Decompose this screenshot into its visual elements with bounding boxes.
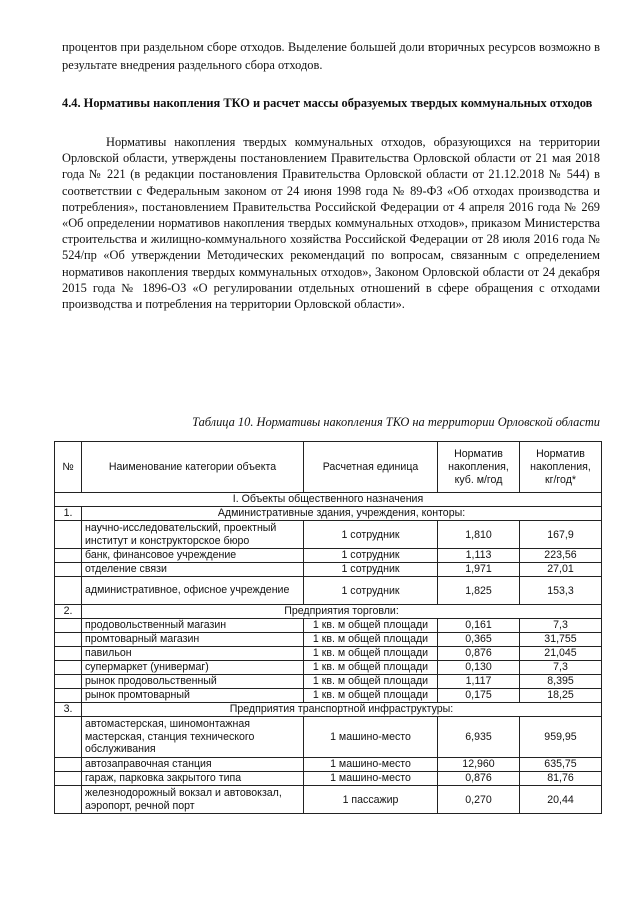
table-row [55, 675, 602, 689]
row-unit: 1 машино-место [304, 772, 438, 786]
table-row [55, 619, 602, 633]
row-volume: 0,876 [438, 647, 520, 661]
table-row [55, 633, 602, 647]
group-title: Административные здания, учреждения, конторы: [82, 507, 602, 521]
row-volume: 1,117 [438, 675, 520, 689]
row-mass: 167,9 [520, 521, 602, 549]
row-volume: 6,935 [438, 717, 520, 758]
group-title: Предприятия торговли: [82, 605, 602, 619]
row-unit: 1 сотрудник [304, 577, 438, 605]
row-volume: 1,810 [438, 521, 520, 549]
row-unit: 1 пассажир [304, 786, 438, 814]
row-volume: 0,365 [438, 633, 520, 647]
group-num: 2. [55, 605, 82, 619]
row-name: банк, финансовое учреждение [82, 549, 304, 563]
row-unit: 1 машино-место [304, 758, 438, 772]
row-unit: 1 кв. м общей площади [304, 689, 438, 703]
header-mass: Норматив накопления, кг/год* [520, 442, 602, 493]
row-name: гараж, парковка закрытого типа [82, 772, 304, 786]
row-volume: 0,161 [438, 619, 520, 633]
row-mass: 153,3 [520, 577, 602, 605]
group-title: Предприятия транспортной инфраструктуры: [82, 703, 602, 717]
row-mass: 959,95 [520, 717, 602, 758]
row-name: рынок продовольственный [82, 675, 304, 689]
row-unit: 1 сотрудник [304, 549, 438, 563]
row-volume: 0,270 [438, 786, 520, 814]
row-mass: 21,045 [520, 647, 602, 661]
row-mass: 8,395 [520, 675, 602, 689]
table-row [55, 549, 602, 563]
row-name: продовольственный магазин [82, 619, 304, 633]
row-name: промтоварный магазин [82, 633, 304, 647]
table-caption: Таблица 10. Нормативы накопления ТКО на территории Орловской области [192, 415, 600, 429]
section-heading: 4.4. Нормативы накопления ТКО и расчет массы образуемых твердых коммунальных отходов [62, 96, 593, 110]
row-mass: 635,75 [520, 758, 602, 772]
table-row [55, 521, 602, 549]
header-num: № [55, 442, 82, 493]
row-volume: 0,130 [438, 661, 520, 675]
row-name: административное, офисное учреждение [82, 577, 304, 605]
row-volume: 12,960 [438, 758, 520, 772]
row-name: научно-исследовательский, проектный институт и конструкторское бюро [82, 521, 304, 549]
row-unit: 1 кв. м общей площади [304, 675, 438, 689]
group-num: 3. [55, 703, 82, 717]
table-row [55, 717, 602, 758]
row-volume: 1,971 [438, 563, 520, 577]
table-row [55, 577, 602, 605]
row-mass: 20,44 [520, 786, 602, 814]
row-mass: 81,76 [520, 772, 602, 786]
header-volume: Норматив накопления, куб. м/год [438, 442, 520, 493]
row-unit: 1 машино-место [304, 717, 438, 758]
group-num: 1. [55, 507, 82, 521]
row-unit: 1 кв. м общей площади [304, 619, 438, 633]
row-unit: 1 сотрудник [304, 563, 438, 577]
row-name: отделение связи [82, 563, 304, 577]
table-row [55, 689, 602, 703]
row-name: автомастерская, шиномонтажная мастерская, станция технического обслуживания [82, 717, 304, 758]
row-mass: 7,3 [520, 661, 602, 675]
header-unit: Расчетная единица [304, 442, 438, 493]
row-name: железнодорожный вокзал и автовокзал, аэропорт, речной порт [82, 786, 304, 814]
row-mass: 7,3 [520, 619, 602, 633]
row-mass: 223,56 [520, 549, 602, 563]
row-unit: 1 кв. м общей площади [304, 647, 438, 661]
row-name: рынок промтоварный [82, 689, 304, 703]
row-mass: 18,25 [520, 689, 602, 703]
table-row [55, 772, 602, 786]
row-unit: 1 кв. м общей площади [304, 633, 438, 647]
norms-table [54, 441, 602, 814]
row-unit: 1 кв. м общей площади [304, 661, 438, 675]
main-paragraph: Нормативы накопления твердых коммунальных отходов, образующихся на территории Орловской области, утверждены постановлением Правительства Орловской области от 21 мая 2018 года № 221 (в редакции постановления Правительства Орловской области от 21.12.2018 № 544) в соответствии с Федеральным законом от 24 июня 1998 года № 89-ФЗ «Об отходах производства и потребления», постановлением Правительства Российской Федерации от 4 апреля 2016 года № 269 «Об определении нормативов накопления твердых коммунальных отходов», приказом Министерства строительства и жилищно-коммунального хозяйства Российской Федерации от 28 июля 2016 года № 524/пр «Об утверждении Методических рекомендаций по вопросам, связанным с определением нормативов накопления твердых коммунальных отходов», Законом Орловской области от 24 декабря 2015 года № 1896-ОЗ «О регулировании отдельных отношений в сфере обращения с отходами производства и потребления на территории Орловской области». [62, 135, 600, 312]
table-row [55, 563, 602, 577]
intro-paragraph: процентов при раздельном сборе отходов. Выделение большей доли вторичных ресурсов возможно в результате внедрения раздельного сбора отходов. [62, 40, 600, 72]
row-name: павильон [82, 647, 304, 661]
table-row [55, 661, 602, 675]
row-mass: 27,01 [520, 563, 602, 577]
row-volume: 0,175 [438, 689, 520, 703]
row-volume: 0,876 [438, 772, 520, 786]
table-row [55, 758, 602, 772]
header-name: Наименование категории объекта [82, 442, 304, 493]
table-row [55, 786, 602, 814]
row-name: автозаправочная станция [82, 758, 304, 772]
table-row [55, 647, 602, 661]
row-volume: 1,825 [438, 577, 520, 605]
row-volume: 1,113 [438, 549, 520, 563]
section-title: I. Объекты общественного назначения [55, 493, 602, 507]
row-mass: 31,755 [520, 633, 602, 647]
row-unit: 1 сотрудник [304, 521, 438, 549]
row-name: супермаркет (универмаг) [82, 661, 304, 675]
